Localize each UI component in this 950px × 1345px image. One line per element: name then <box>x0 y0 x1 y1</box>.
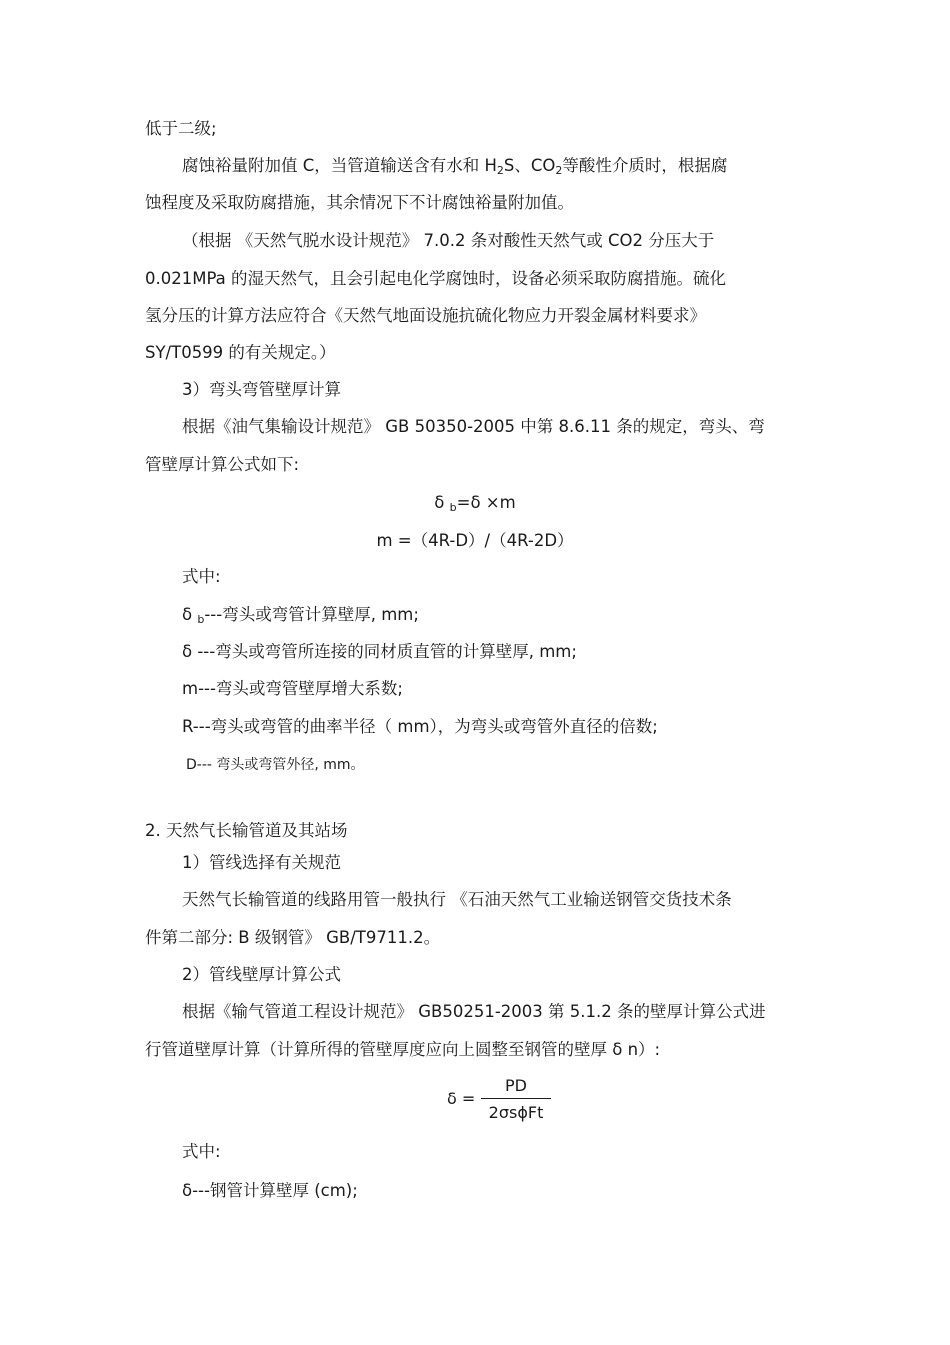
text-line: D--- 弯头或弯管外径, mm。 <box>186 757 365 773</box>
text-line: δ ---弯头或弯管所连接的同材质直管的计算壁厚, mm; <box>182 642 577 661</box>
formula-lhs: δ = <box>447 1089 476 1108</box>
text-line: 式中: <box>182 1142 221 1161</box>
section-heading: 2. 天然气长输管道及其站场 <box>145 821 348 840</box>
text-line: 式中: <box>182 567 221 586</box>
fraction-bar <box>481 1098 551 1099</box>
text-line: 天然气长输管道的线路用管一般执行 《石油天然气工业输送钢管交货技术条 <box>182 890 732 909</box>
text-line: 根据《油气集输设计规范》 GB 50350-2005 中第 8.6.11 条的规定，弯头、弯 <box>182 417 765 436</box>
text-line: （根据 《天然气脱水设计规范》 7.0.2 条对酸性天然气或 CO2 分压大于 <box>182 231 715 250</box>
text-line: R---弯头或弯管的曲率半径（ mm），为弯头或弯管外直径的倍数; <box>182 717 658 736</box>
section-heading: 2）管线壁厚计算公式 <box>182 965 341 984</box>
text-line: 管壁厚计算公式如下: <box>145 455 300 474</box>
text-line: 低于二级; <box>145 119 217 138</box>
text-line: δ---钢管计算壁厚 (cm); <box>182 1181 358 1200</box>
text-line: 件第二部分: B 级钢管》 GB/T9711.2。 <box>145 928 441 947</box>
text-line: 氢分压的计算方法应符合《天然气地面设施抗硫化物应力开裂金属材料要求》 <box>145 306 706 325</box>
text-line: 0.021MPa 的湿天然气，且会引起电化学腐蚀时，设备必须采取防腐措施。硫化 <box>145 269 727 288</box>
formula-m: m =（4R-D）/（4R-2D） <box>376 531 574 550</box>
text-line: SY/T0599 的有关规定。） <box>145 343 336 362</box>
text-line: 根据《输气管道工程设计规范》 GB50251-2003 第 5.1.2 条的壁厚计算公式进 <box>182 1002 766 1021</box>
section-heading: 1）管线选择有关规范 <box>182 853 341 872</box>
formula-denominator: 2σsϕFt <box>488 1103 544 1122</box>
text-line: 蚀程度及采取防腐措施，其余情况下不计腐蚀裕量附加值。 <box>145 193 574 212</box>
section-heading: 3）弯头弯管壁厚计算 <box>182 380 341 399</box>
text-line: m---弯头或弯管壁厚增大系数; <box>182 679 403 698</box>
text-line: 腐蚀裕量附加值 C，当管道输送含有水和 $H_2S$、$CO_2$等酸性介质时，根据腐 <box>182 156 728 177</box>
formula-bend-thickness: δ $_b$=δ ×m <box>434 493 516 514</box>
text-line: δ $_b$---弯头或弯管计算壁厚, mm; <box>182 605 419 626</box>
text-line: 行管道壁厚计算（计算所得的管壁厚度应向上圆整至钢管的壁厚 δ n）: <box>145 1040 661 1059</box>
formula-numerator: PD <box>505 1076 527 1095</box>
